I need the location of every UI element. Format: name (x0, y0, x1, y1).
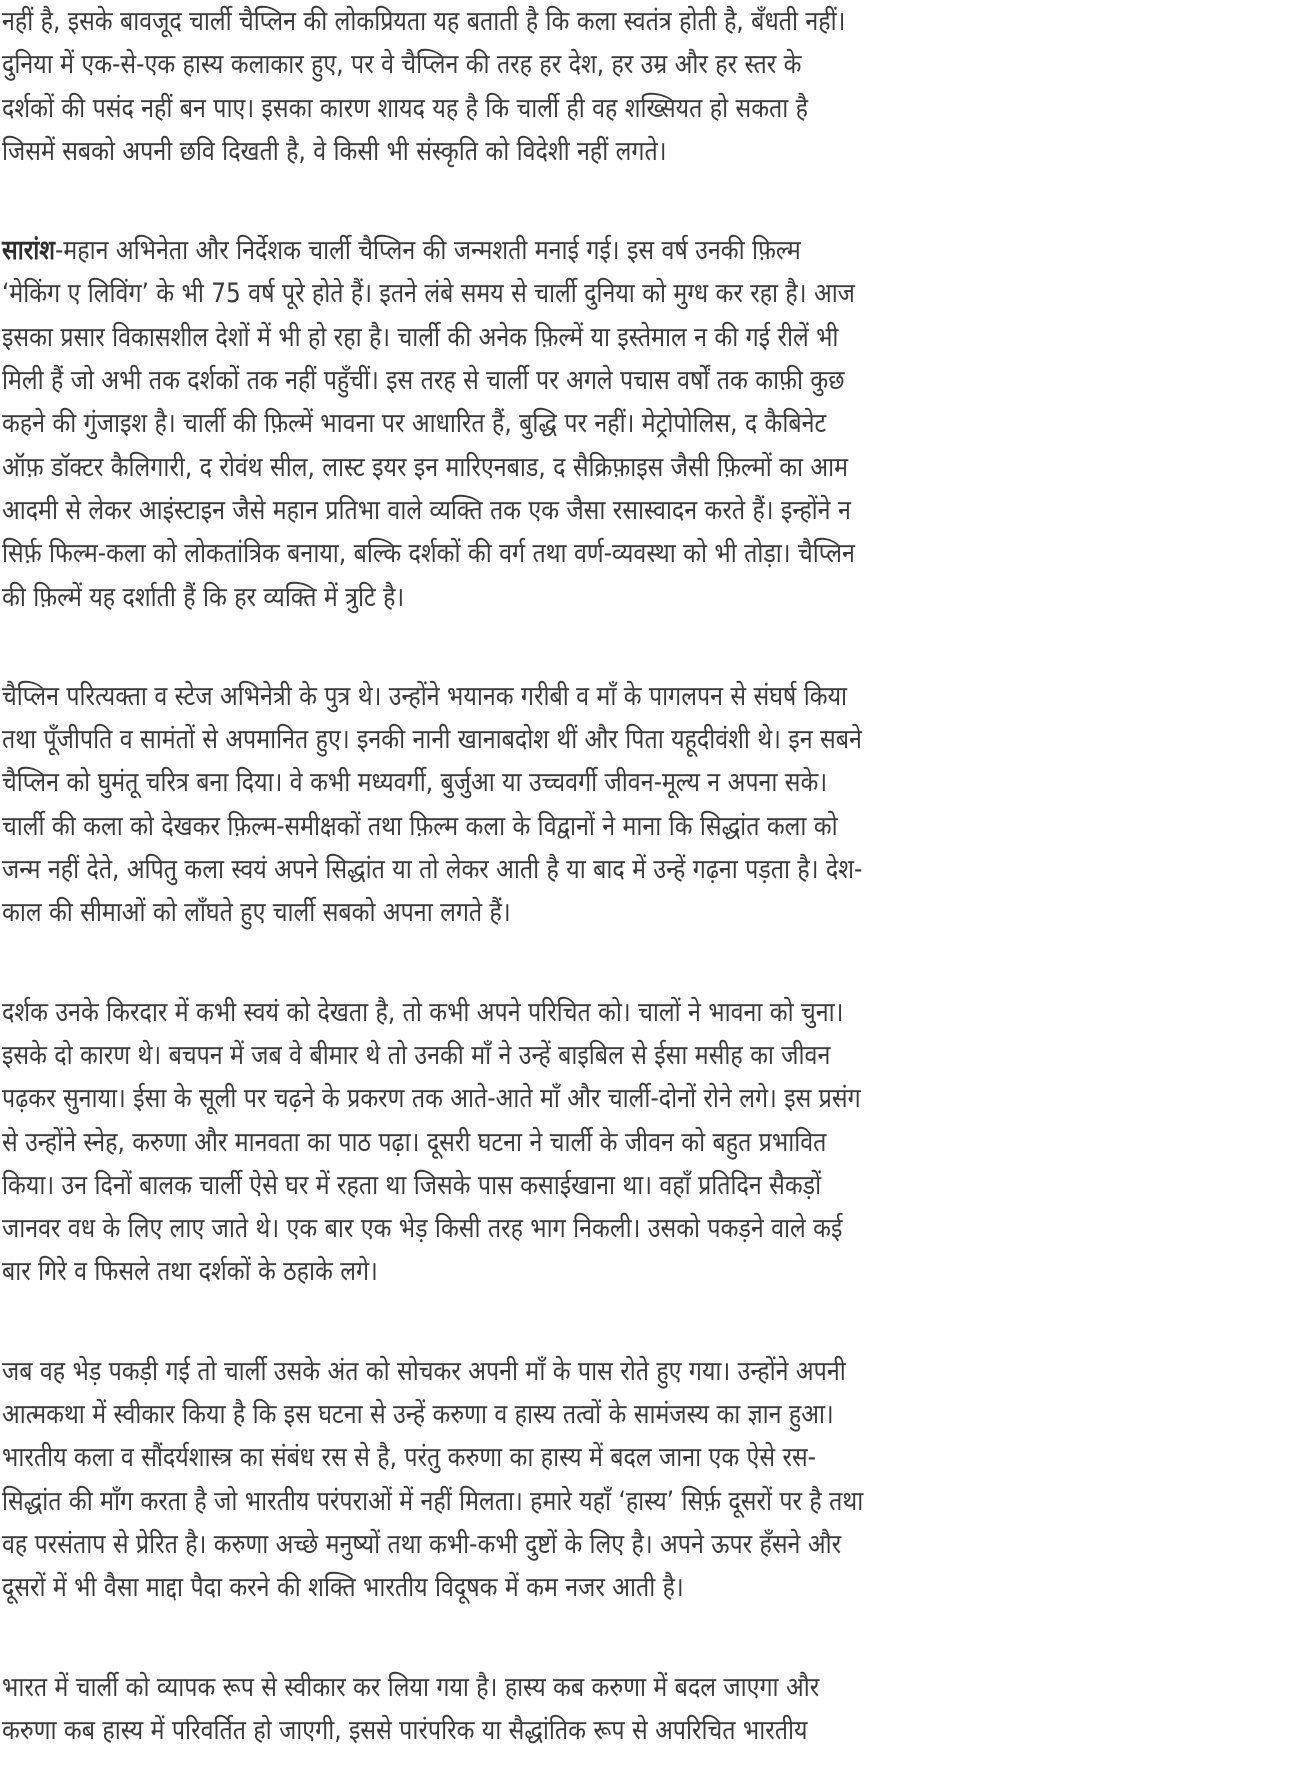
text-line: तथा पूँजीपति व सामंतों से अपमानित हुए। इनकी नानी खानाबदोश थीं और पिता यहूदीवंशी थे। इन सबने (2, 724, 862, 756)
text-line: दर्शक उनके किरदार में कभी स्वयं को देखता है, तो कभी अपने परिचित को। चालों ने भावना को चुना। (2, 996, 844, 1028)
summary-heading: सारांश (2, 235, 56, 267)
text-line: दुनिया में एक-से-एक हास्य कलाकार हुए, पर वे चैप्लिन की तरह हर देश, हर उम्र और हर स्तर के (2, 49, 802, 81)
text-line: पढ़कर सुनाया। ईसा के सूली पर चढ़ने के प्रकरण तक आते-आते माँ और चार्ली-दोनों रोने लगे। इस प्रसंग (2, 1083, 861, 1115)
text-line: जिसमें सबको अपनी छवि दिखती है, वे किसी भी संस्कृति को विदेशी नहीं लगते। (2, 135, 667, 167)
text-line: दूसरों में भी वैसा माद्दा पैदा करने की शक्ति भारतीय विदूषक में कम नजर आती है। (2, 1572, 684, 1604)
paragraph-3 (2, 675, 1298, 935)
text-line: सिद्धांत की माँग करता है जो भारतीय परंपराओं में नहीं मिलता। हमारे यहाँ ‘हास्य’ सिर्फ़ दूसरों पर है तथा (2, 1485, 864, 1517)
text-line: ऑफ़ डॉक्टर कैलिगारी, द रोवंथ सील, लास्ट इयर इन मारिएनबाड, द सैक्रिफ़ाइस जैसी फ़िल्मों का आम (2, 451, 849, 483)
text-line: आदमी से लेकर आइंस्टाइन जैसे महान प्रतिभा वाले व्यक्ति तक एक जैसा रसास्वादन करते हैं। इन्होंने न (2, 494, 851, 526)
text-line: किया। उन दिनों बालक चार्ली ऐसे घर में रहता था जिसके पास कसाईखाना था। वहाँ प्रतिदिन सैकड़ों (2, 1169, 822, 1201)
text-line: काल की सीमाओं को लाँघते हुए चार्ली सबको अपना लगते हैं। (2, 897, 511, 929)
text-line: इसका प्रसार विकासशील देशों में भी हो रहा है। चार्ली की अनेक फ़िल्में या इस्तेमाल न की गई रीलें भी (2, 321, 839, 353)
paragraph-summary (2, 229, 1298, 619)
text-run: -महान अभिनेता और निर्देशक चार्ली चैप्लिन की जन्मशती मनाई गई। इस वर्ष उनकी फ़िल्म (55, 235, 801, 267)
paragraph-6 (2, 1666, 1298, 1753)
text-line: भारत में चार्ली को व्यापक रूप से स्वीकार कर लिया गया है। हास्य कब करुणा में बदल जाएगा और (2, 1671, 820, 1703)
text-line: ‘मेकिंग ए लिविंग’ के भी 75 वर्ष पूरे होते हैं। इतने लंबे समय से चार्ली दुनिया को मुग्ध कर रहा है। आज (2, 278, 855, 310)
paragraph-1 (2, 0, 1298, 173)
document-page (2, 0, 1298, 1752)
text-line: इसके दो कारण थे। बचपन में जब वे बीमार थे तो उनकी माँ ने उन्हें बाइबिल से ईसा मसीह का जीवन (2, 1039, 831, 1071)
text-line: चार्ली की कला को देखकर फ़िल्म-समीक्षकों तथा फ़िल्म कला के विद्वानों ने माना कि सिद्धांत कला को (2, 810, 838, 842)
text-line: कहने की गुंजाइश है। चार्ली की फ़िल्में भावना पर आधारित हैं, बुद्धि पर नहीं। मेट्रोपोलिस, द कैबिनेट (2, 408, 827, 440)
text-line: मिली हैं जो अभी तक दर्शकों तक नहीं पहुँचीं। इस तरह से चार्ली पर अगले पचास वर्षों तक काफ़ी कुछ (2, 365, 845, 397)
paragraph-5 (2, 1350, 1298, 1610)
text-line: वह परसंताप से प्रेरित है। करुणा अच्छे मनुष्यों तथा कभी-कभी दुष्टों के लिए है। अपने ऊपर हँसने और (2, 1528, 842, 1560)
text-line: नहीं है, इसके बावजूद चार्ली चैप्लिन की लोकप्रियता यह बताती है कि कला स्वतंत्र होती है, बँधती नहीं। (2, 6, 846, 37)
text-line: चैप्लिन को घुमंतू चरित्र बना दिया। वे कभी मध्यवर्गी, बुर्जुआ या उच्चवर्गी जीवन-मूल्य न अपना सके। (2, 767, 828, 799)
text-line: बार गिरे व फिसले तथा दर्शकों के ठहाके लगे। (2, 1256, 378, 1288)
text-line (2, 229, 1117, 272)
text-line: की फ़िल्में यह दर्शाती हैं कि हर व्यक्ति में त्रुटि है। (2, 581, 405, 613)
text-line: जन्म नहीं देते, अपितु कला स्वयं अपने सिद्धांत या तो लेकर आती है या बाद में उन्हें गढ़ना पड़ता है। देश- (2, 854, 863, 886)
text-line: चैप्लिन परित्यक्ता व स्टेज अभिनेत्री के पुत्र थे। उन्होंने भयानक गरीबी व माँ के पागलपन से संघर्ष किया (2, 680, 848, 712)
text-line: जानवर वध के लिए लाए जाते थे। एक बार एक भेड़ किसी तरह भाग निकली। उसको पकड़ने वाले कई (2, 1213, 843, 1245)
text-line: दर्शकों की पसंद नहीं बन पाए। इसका कारण शायद यह है कि चार्ली ही वह शख्सियत हो सकता है (2, 92, 808, 124)
text-line: सिर्फ़ फिल्म-कला को लोकतांत्रिक बनाया, बल्कि दर्शकों की वर्ग तथा वर्ण-व्यवस्था को भी तोड़ा। चैप्लिन (2, 538, 855, 570)
text-line: आत्मकथा में स्वीकार किया है कि इस घटना से उन्हें करुणा व हास्य तत्वों के सामंजस्य का ज्ञान हुआ। (2, 1399, 834, 1431)
text-line: जब वह भेड़ पकड़ी गई तो चार्ली उसके अंत को सोचकर अपनी माँ के पास रोते हुए गया। उन्होंने अपनी (2, 1355, 846, 1387)
text-line: से उन्होंने स्नेह, करुणा और मानवता का पाठ पढ़ा। दूसरी घटना ने चार्ली के जीवन को बहुत प्रभावित (2, 1126, 827, 1158)
paragraph-4 (2, 991, 1298, 1294)
text-line: भारतीय कला व सौंदर्यशास्त्र का संबंध रस से है, परंतु करुणा का हास्य में बदल जाना एक ऐसे रस- (2, 1442, 817, 1474)
text-line: करुणा कब हास्य में परिवर्तित हो जाएगी, इससे पारंपरिक या सैद्धांतिक रूप से अपरिचित भारतीय (2, 1714, 808, 1746)
